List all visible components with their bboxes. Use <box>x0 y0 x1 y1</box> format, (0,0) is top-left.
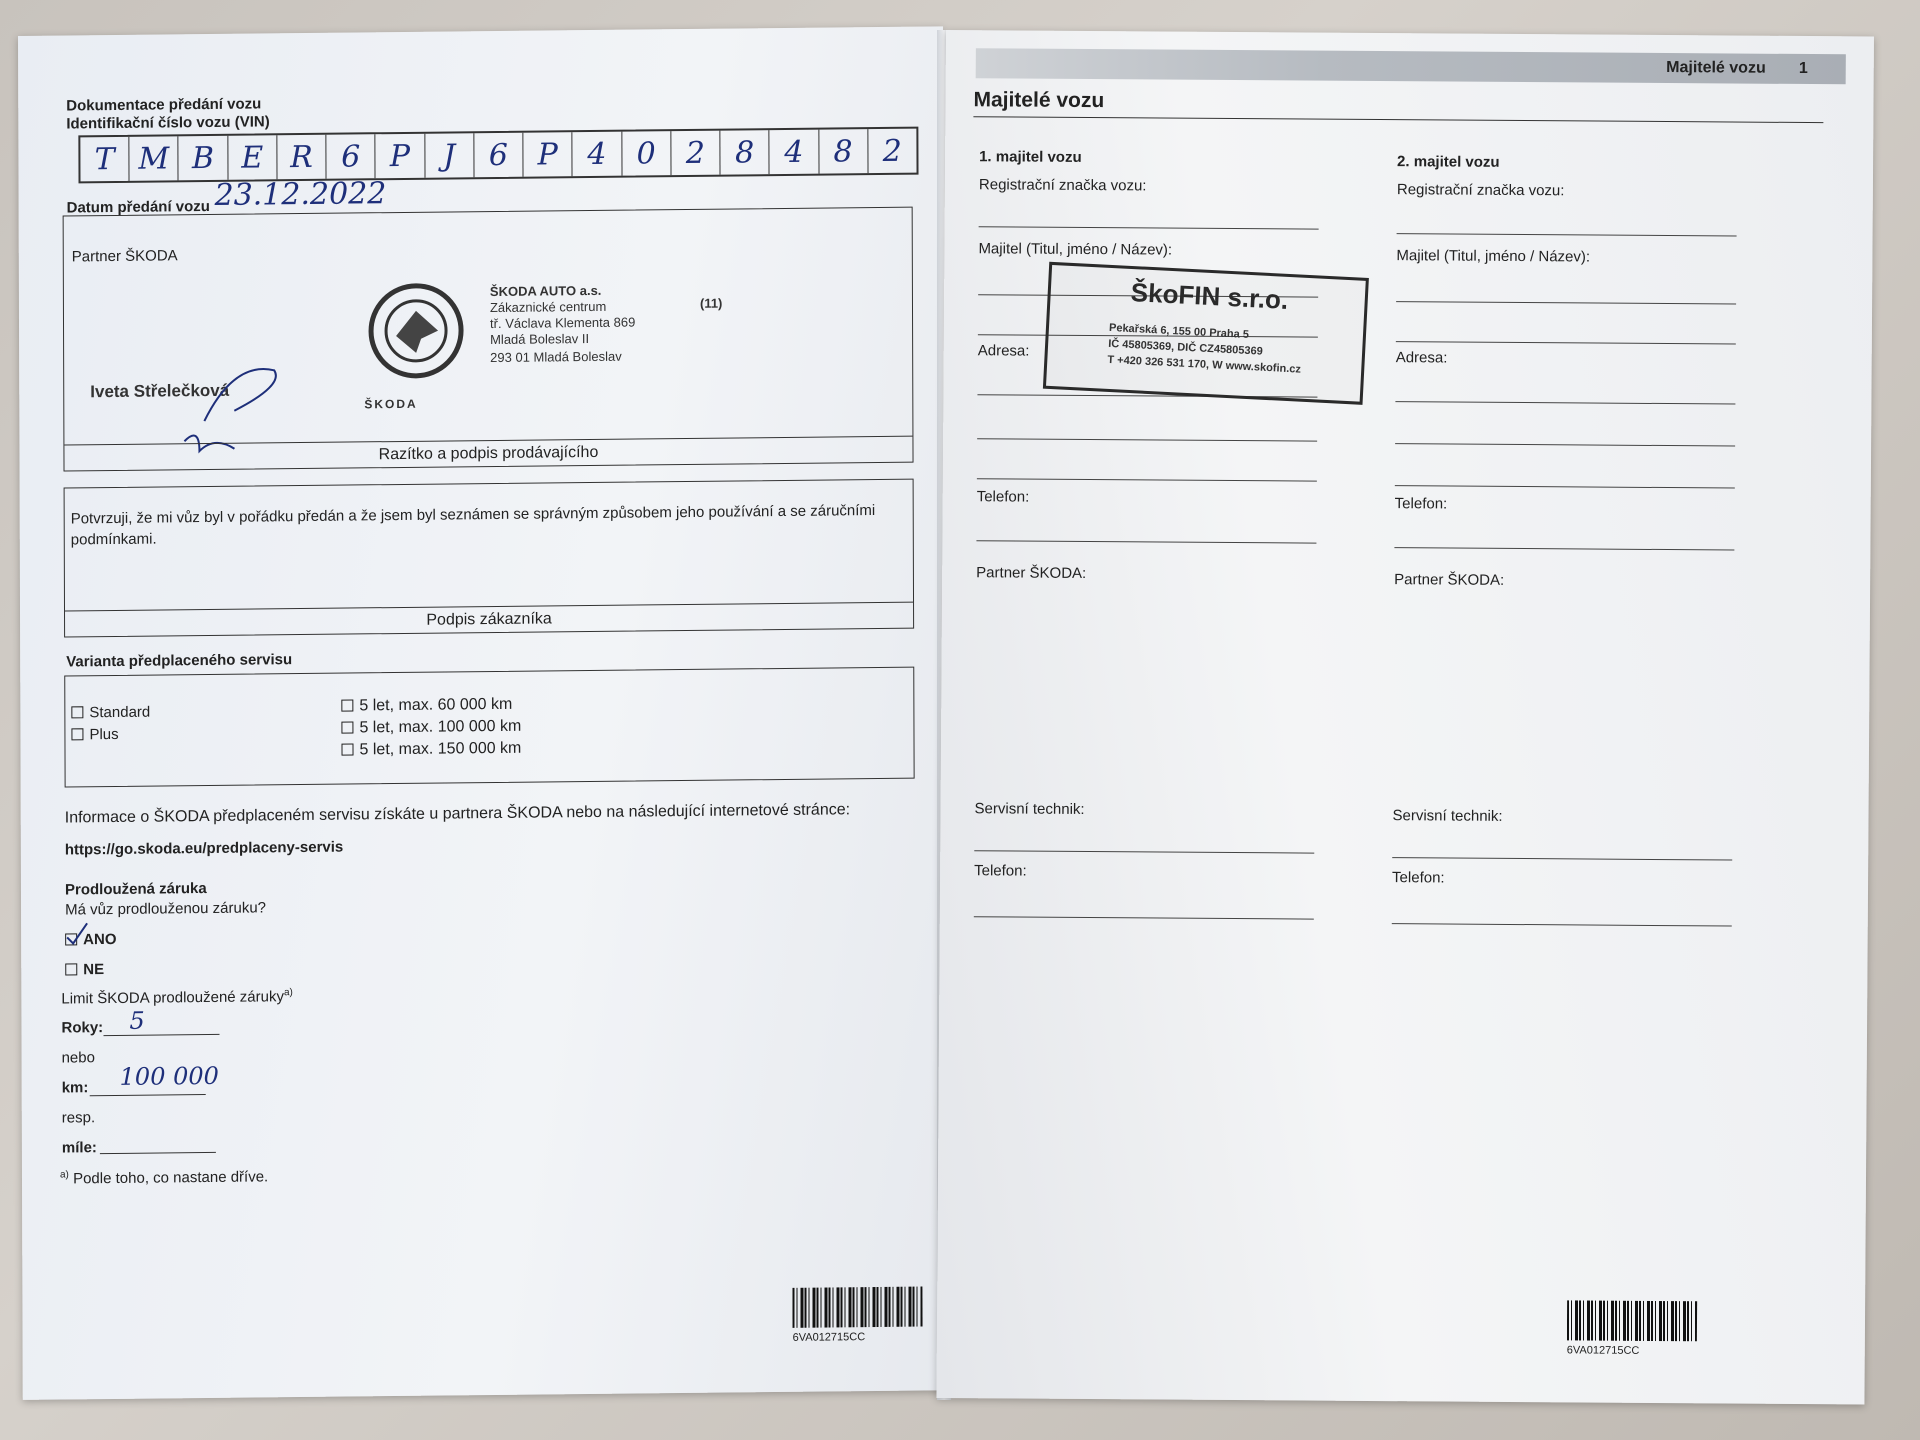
phone2-line[interactable] <box>974 916 1314 919</box>
miles-line <box>100 1152 216 1154</box>
owner-label: Majitel (Titul, jméno / Název): <box>978 240 1173 259</box>
phone-line[interactable] <box>976 540 1316 543</box>
service-option-60000[interactable]: 5 let, max. 60 000 km <box>341 696 512 716</box>
handover-date-label: Datum předání vozu <box>66 197 210 217</box>
service-option-100000[interactable]: 5 let, max. 100 000 km <box>341 718 521 738</box>
address-label: Adresa: <box>1395 349 1448 367</box>
barcode-icon <box>792 1287 922 1328</box>
service-option-plus[interactable]: Plus <box>71 726 118 743</box>
page-number: 1 <box>1798 59 1808 78</box>
service-info-url[interactable]: https://go.skoda.eu/predplaceny-servis <box>64 838 344 859</box>
plate-line[interactable] <box>979 226 1319 229</box>
address-line[interactable] <box>1395 401 1735 404</box>
partner-label: Partner ŠKODA <box>71 247 178 266</box>
checkbox-icon[interactable] <box>341 721 353 733</box>
years-line <box>103 1034 219 1036</box>
checkbox-icon[interactable] <box>341 743 353 755</box>
vin-char: B <box>179 136 228 181</box>
dealer-name: Iveta Střelečková <box>90 380 230 402</box>
confirmation-text: Potvrzuji, že mi vůz byl v pořádku předán a že jsem byl seznámen se správným způsobem jeho používání a se záručními podmínkami. <box>70 502 876 549</box>
skofin-line1: Pekařská 6, 155 00 Praha 5 <box>1108 321 1250 341</box>
footnote: $^{a)}$ Podle toho, co nastane dříve. <box>59 1168 269 1188</box>
customer-signature-footer: Podpis zákazníka <box>65 602 913 637</box>
warranty-yes[interactable]: ANO <box>65 931 116 949</box>
skofin-line3: T +420 326 531 170, W www.skofin.cz <box>1107 353 1302 376</box>
skofin-line2: IČ 45805369, DIČ CZ45805369 <box>1107 337 1264 358</box>
section-title: Majitelé vozu <box>973 88 1105 113</box>
stamp-line5: 293 01 Mladá Boleslav <box>490 348 622 366</box>
address-label: Adresa: <box>977 342 1030 360</box>
skofin-stamp <box>1043 262 1369 405</box>
address-line[interactable] <box>977 478 1317 481</box>
owner-label: Majitel (Titul, jméno / Název): <box>1396 247 1591 266</box>
technician-line[interactable] <box>1392 857 1732 860</box>
partner-label: Partner ŠKODA: <box>1394 571 1505 589</box>
skoda-logo-text: ŠKODA <box>364 396 418 412</box>
years-value: 5 <box>129 1006 145 1035</box>
skofin-name: ŠkoFIN s.r.o. <box>1130 276 1289 315</box>
service-option-150000[interactable]: 5 let, max. 150 000 km <box>341 740 521 760</box>
technician-label: Servisní technik: <box>1392 807 1503 825</box>
skoda-logo-icon <box>366 280 476 391</box>
phone2-line[interactable] <box>1392 923 1732 926</box>
partner-label: Partner ŠKODA: <box>976 564 1087 582</box>
right-page <box>936 30 1874 1404</box>
owner-line[interactable] <box>1396 301 1736 304</box>
phone2-label: Telefon: <box>974 862 1027 880</box>
vin-char: 2 <box>882 133 902 169</box>
stamp-code: (11) <box>699 295 723 311</box>
miles-label: míle: <box>61 1139 97 1157</box>
service-title: Varianta předplaceného servisu <box>66 651 293 671</box>
address-line[interactable] <box>1395 443 1735 446</box>
vin-char: R <box>277 135 326 180</box>
km-label: km: <box>61 1079 89 1097</box>
resp-label: resp. <box>61 1109 96 1127</box>
left-page <box>18 26 948 1400</box>
vin-char: E <box>228 135 277 180</box>
barcode-icon <box>1567 1300 1697 1341</box>
vin-grid <box>78 127 918 184</box>
warranty-title: Prodloužená záruka <box>64 880 207 899</box>
vin-char: 6 <box>327 134 376 179</box>
vin-char: 0 <box>622 131 671 176</box>
handover-heading: Dokumentace předání vozu <box>66 95 262 115</box>
barcode-label: 6VA012715CC <box>792 1331 866 1344</box>
vin-char: 2 <box>671 131 720 176</box>
phone-label: Telefon: <box>1394 495 1448 513</box>
warranty-no[interactable]: NE <box>65 961 104 978</box>
technician-label: Servisní technik: <box>974 800 1085 818</box>
service-option-standard[interactable]: Standard <box>71 704 150 722</box>
plate-label: Registrační značka vozu: <box>1396 181 1565 200</box>
km-value: 100 000 <box>119 1061 219 1091</box>
partner-box <box>63 207 914 472</box>
stamp-line3: tř. Václava Klementa 869 <box>490 314 636 332</box>
checkbox-icon[interactable] <box>71 728 83 740</box>
confirmation-box <box>64 479 915 638</box>
phone-label: Telefon: <box>976 488 1030 506</box>
technician-line[interactable] <box>974 850 1314 853</box>
vin-char: 4 <box>770 130 819 175</box>
vin-char: P <box>523 132 572 177</box>
stamp-line2: Zákaznické centrum <box>489 298 607 316</box>
header-bar <box>976 48 1846 84</box>
vin-heading: Identifikační číslo vozu (VIN) <box>66 113 270 133</box>
seller-signature-footer: Razítko a podpis prodávajícího <box>64 436 912 471</box>
plate-label: Registrační značka vozu: <box>978 176 1147 195</box>
phone-line[interactable] <box>1394 547 1734 550</box>
address-line[interactable] <box>1395 485 1735 488</box>
phone2-label: Telefon: <box>1392 869 1445 887</box>
vin-char: J <box>425 133 474 178</box>
vin-char: T <box>80 137 129 182</box>
checkbox-icon[interactable] <box>341 699 353 711</box>
barcode-label: 6VA012715CC <box>1566 1344 1640 1357</box>
check-mark-icon <box>61 919 91 949</box>
address-line[interactable] <box>977 438 1317 441</box>
owner-line[interactable] <box>1396 341 1736 344</box>
service-box <box>64 667 914 788</box>
checkbox-icon[interactable] <box>65 963 77 975</box>
vin-char: 8 <box>720 130 769 175</box>
warranty-question: Má vůz prodlouženou záruku? <box>65 899 267 919</box>
or-label: nebo <box>61 1049 95 1067</box>
plate-line[interactable] <box>1397 233 1737 236</box>
km-line <box>90 1094 206 1096</box>
vin-char: 8 <box>819 129 868 174</box>
handover-date: 23.12.2022 <box>214 176 387 213</box>
vin-char: 4 <box>573 132 622 177</box>
vin-char: 6 <box>474 133 523 178</box>
years-label: Roky: <box>61 1019 104 1037</box>
vin-char: M <box>130 136 179 181</box>
stamp-company: ŠKODA AUTO a.s. <box>489 282 602 300</box>
section-divider <box>973 116 1823 123</box>
checkbox-icon[interactable] <box>71 706 83 718</box>
owner-title: 1. majitel vozu <box>979 148 1082 166</box>
header-title: Majitelé vozu <box>1666 59 1766 77</box>
warranty-limit-label: Limit ŠKODA prodloužené záruky$^{a)}$ <box>61 987 293 1008</box>
vin-char: P <box>376 134 425 179</box>
owner-title: 2. majitel vozu <box>1397 153 1500 171</box>
stamp-line4: Mladá Boleslav II <box>490 331 590 348</box>
service-info-text: Informace o ŠKODA předplaceném servisu získáte u partnera ŠKODA nebo na následující internetové stránce: <box>64 801 851 827</box>
